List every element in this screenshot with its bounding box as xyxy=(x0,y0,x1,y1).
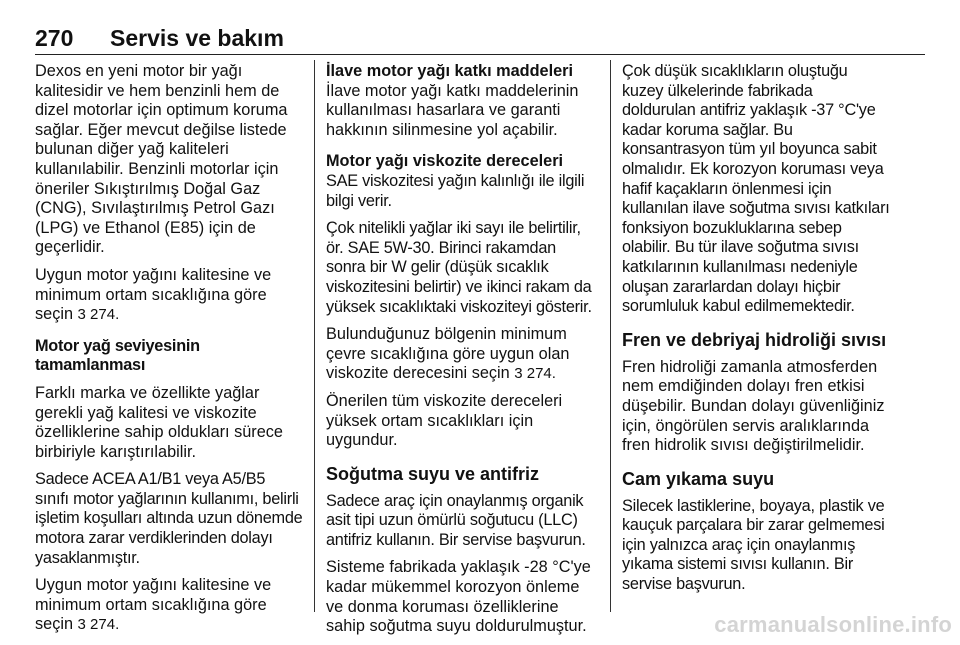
page-number: 270 xyxy=(35,25,74,51)
section-heading: Soğutma suyu ve antifriz xyxy=(326,463,540,484)
paragraph: SAE viskozitesi yağın kalınlığı ile ilgili bilgi verir. xyxy=(326,171,585,210)
paragraph: Uygun motor yağını kalitesine ve minimum ortam sıcaklığına göre seçin 3 274. xyxy=(35,576,272,634)
paragraph: Dexos en yeni motor bir yağı kalitesidir ve hem benzinli hem de dizel motorlar için optimum koruma sağlar. Eğer mevcut değilse listede bulunan diğer yağ kaliteleri kullanılabilir. Benzinli motorlar için öneriler Sıkıştırılmış Doğal Gaz (CNG), Sıvılaştırılmış Petrol Gazı (LPG) ve Ethanol (E85) için de geçerlidir. xyxy=(35,62,288,257)
column-divider xyxy=(314,60,315,612)
section-heading: Fren ve debriyaj hidroliği sıvısı xyxy=(622,329,887,350)
paragraph: Önerilen tüm viskozite dereceleri yüksek ortam sıcaklıkları için uygundur. xyxy=(326,391,563,450)
paragraph: Uygun motor yağını kalitesine ve minimum ortam sıcaklığına göre seçin 3 274. xyxy=(35,265,272,324)
column-3 xyxy=(622,62,890,603)
subheading: İlave motor yağı katkı maddeleri xyxy=(326,62,574,80)
column-1 xyxy=(35,62,303,643)
page-header xyxy=(35,24,925,55)
subheading: Motor yağ seviyesinin tamamlanması xyxy=(35,336,200,375)
paragraph: Sisteme fabrikada yaklaşık -28 °C'ye kadar mükemmel korozyon önleme ve donma koruması özelliklerine sahip soğutma suyu doldurulmuştur. xyxy=(326,558,591,636)
watermark: carmanualsonline.info xyxy=(714,612,952,637)
paragraph: Farklı marka ve özellikte yağlar gerekli yağ kalitesi ve viskozite özelliklerine sahip oldukları sürece birbiriyle karıştırılabilir. xyxy=(35,383,283,461)
section-title: Servis ve bakım xyxy=(110,25,284,51)
page-reference-link[interactable]: 3 274. xyxy=(77,306,120,324)
paragraph: İlave motor yağı katkı maddelerinin kullanılması hasarlara ve garanti hakkının silinmesine yol açabilir. xyxy=(326,81,579,139)
paragraph: Silecek lastiklerine, boyaya, plastik ve kauçuk parçalara bir zarar gelmemesi için yalnızca araç için onaylanmış yıkama sistemi sıvısı kullanın. Bir servise başvurun. xyxy=(622,496,885,594)
paragraph: Bulunduğunuz bölgenin minimum çevre sıcaklığına göre uygun olan viskozite derecesini seçin 3 274. xyxy=(326,325,570,383)
column-2 xyxy=(326,62,596,645)
paragraph: Sadece ACEA A1/B1 veya A5/B5 sınıfı motor yağlarının kullanımı, belirli işletim koşulları altında uzun dönemde motora zarar verdiklerinden dolayı yasaklanmıştır. xyxy=(35,470,303,567)
page-reference-link[interactable]: 3 274. xyxy=(514,365,556,383)
section-heading: Cam yıkama suyu xyxy=(622,468,775,489)
paragraph: Fren hidroliği zamanla atmosferden nem emdiğinden dolayı fren etkisi düşebilir. Bundan dolayı güvenliğiniz için, öngörülen servis aralıklarında fren hidrolik sıvısı değiştirilmelidir. xyxy=(622,357,885,455)
paragraph: Çok düşük sıcaklıkların oluştuğu kuzey ülkelerinde fabrikada doldurulan antifriz yaklaşık -37 °C'ye kadar koruma sağlar. Bu konsantrasyon tüm yıl boyunca sabit olmalıdır. Ek korozyon koruması veya hafif kaçakların önlenmesi için kullanılan ilave soğutma sıvısı katkıları fonksiyon bozukluklarına sebep olabilir. Bu tür ilave soğutma sıvısı katkılarının kullanılması nedeniyle oluşan zararlardan dolayı hiçbir sorumluluk kabul edilmemektedir. xyxy=(622,62,890,316)
paragraph: Çok nitelikli yağlar iki sayı ile belirtilir, ör. SAE 5W-30. Birinci rakamdan sonra bir W gelir (düşük sıcaklık viskozitesini belirtir) ve ikinci rakam da yüksek sıcaklıktaki viskoziteyi gösterir. xyxy=(326,219,592,316)
paragraph: Sadece araç için onaylanmış organik asit tipi uzun ömürlü soğutucu (LLC) antifriz kullanın. Bir servise başvurun. xyxy=(326,491,586,549)
subheading: Motor yağı viskozite dereceleri xyxy=(326,152,564,171)
page-reference-link[interactable]: 3 274. xyxy=(77,616,120,634)
column-divider xyxy=(610,60,611,612)
